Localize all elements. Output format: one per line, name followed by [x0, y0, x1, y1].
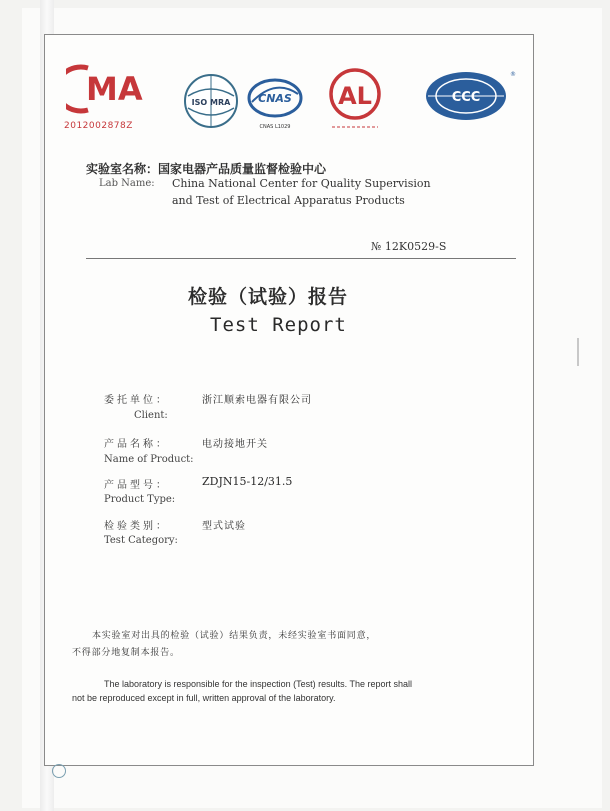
statement-en-line1: The laboratory is responsible for the inspection (Test) results. The report shall	[104, 679, 412, 689]
lab-name-cn-label: 实验室名称：	[86, 162, 159, 176]
lab-name-cn	[86, 160, 326, 177]
type-label-en: Product Type:	[104, 494, 176, 505]
client-label-en: Client:	[134, 410, 168, 421]
iso-mra-text: ISO MRA	[191, 98, 231, 107]
type-label-cn: 产品型号：	[104, 480, 169, 491]
product-label-cn: 产品名称：	[104, 439, 169, 450]
cnas-text: CNAS	[258, 92, 292, 105]
client-value: 浙江顺索电器有限公司	[202, 395, 312, 406]
statement-cn-line2: 不得部分地复制本报告。	[72, 648, 180, 658]
report-number: № 12K0529-S	[371, 240, 447, 253]
type-value: ZDJN15-12/31.5	[202, 475, 293, 488]
title-cn: 检验（试验）报告	[188, 286, 349, 308]
al-text: AL	[338, 82, 372, 110]
lab-name-en-line2: and Test of Electrical Apparatus Products	[172, 194, 405, 207]
al-logo	[326, 66, 384, 130]
corner-mark	[52, 764, 66, 778]
cma-logo	[66, 62, 154, 116]
registered-mark: ®	[510, 71, 516, 78]
iso-mra-logo	[180, 72, 242, 134]
edge-mark	[577, 338, 579, 366]
cnas-logo	[246, 72, 304, 134]
ccc-text: CCC	[451, 90, 481, 105]
title-en: Test Report	[210, 314, 347, 336]
product-label-en: Name of Product:	[104, 454, 194, 465]
client-label-cn: 委托单位：	[104, 395, 169, 406]
lab-name-cn-value: 国家电器产品质量监督检验中心	[158, 162, 327, 176]
category-label-en: Test Category:	[104, 535, 178, 546]
lab-name-en-label: Lab Name:	[99, 178, 155, 189]
lab-name-en-line1: China National Center for Quality Supervision	[172, 177, 431, 190]
category-value: 型式试验	[202, 521, 246, 532]
cma-logo-text: MA	[86, 70, 143, 108]
header-divider	[86, 258, 516, 259]
category-label-cn: 检验类别：	[104, 521, 169, 532]
cnas-sub: CNAS L1029	[259, 124, 291, 130]
product-value: 电动接地开关	[202, 439, 268, 450]
statement-en-line2: not be reproduced except in full, written approval of the laboratory.	[72, 693, 336, 703]
statement-cn-line1: 本实验室对出具的检验（试验）结果负责，未经实验室书面同意，	[92, 631, 377, 641]
ccc-logo	[420, 68, 516, 124]
cma-number: 2012002878Z	[64, 121, 133, 131]
